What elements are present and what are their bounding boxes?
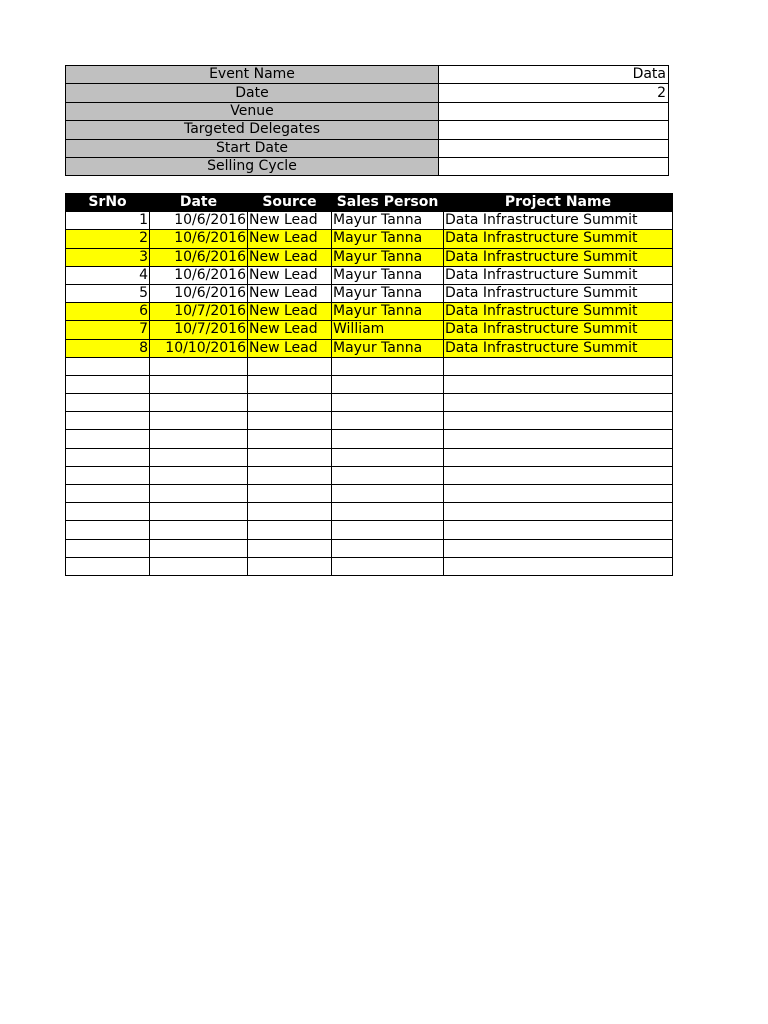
empty-cell[interactable]	[444, 485, 673, 503]
empty-cell[interactable]	[150, 448, 248, 466]
empty-cell[interactable]	[444, 430, 673, 448]
empty-cell[interactable]	[332, 394, 444, 412]
empty-cell[interactable]	[66, 448, 150, 466]
empty-cell[interactable]	[248, 521, 332, 539]
empty-cell[interactable]	[444, 539, 673, 557]
info-label: Targeted Delegates	[66, 121, 439, 139]
column-header-sales-person[interactable]: Sales Person	[332, 194, 444, 212]
cell-date[interactable]: 10/6/2016	[150, 248, 248, 266]
empty-row	[66, 357, 673, 375]
cell-project-name[interactable]: Data Infrastructure Summit	[444, 303, 673, 321]
info-value[interactable]	[439, 139, 669, 157]
info-label: Start Date	[66, 139, 439, 157]
empty-cell[interactable]	[150, 375, 248, 393]
table-row	[66, 212, 673, 230]
empty-cell[interactable]	[332, 375, 444, 393]
table-row	[66, 321, 673, 339]
empty-cell[interactable]	[248, 485, 332, 503]
empty-cell[interactable]	[66, 412, 150, 430]
cell-source[interactable]: New Lead	[248, 321, 332, 339]
info-row	[66, 157, 669, 175]
info-row	[66, 102, 669, 120]
empty-cell[interactable]	[66, 521, 150, 539]
empty-cell[interactable]	[150, 412, 248, 430]
spreadsheet	[65, 65, 667, 356]
empty-cell[interactable]	[150, 485, 248, 503]
table-row	[66, 284, 673, 302]
empty-cell[interactable]	[66, 430, 150, 448]
table-row	[66, 230, 673, 248]
empty-row	[66, 394, 673, 412]
cell-source[interactable]: New Lead	[248, 212, 332, 230]
empty-cell[interactable]	[150, 430, 248, 448]
empty-cell[interactable]	[332, 485, 444, 503]
empty-cell[interactable]	[444, 375, 673, 393]
empty-cell[interactable]	[150, 394, 248, 412]
cell-date[interactable]: 10/6/2016	[150, 284, 248, 302]
cell-srno[interactable]: 6	[66, 303, 150, 321]
cell-srno[interactable]: 2	[66, 230, 150, 248]
info-label: Event Name	[66, 66, 439, 84]
empty-row	[66, 557, 673, 575]
cell-source[interactable]: New Lead	[248, 248, 332, 266]
cell-source[interactable]: New Lead	[248, 266, 332, 284]
cell-project-name[interactable]: Data Infrastructure Summit	[444, 321, 673, 339]
empty-cell[interactable]	[150, 539, 248, 557]
empty-cell[interactable]	[444, 357, 673, 375]
empty-cell[interactable]	[248, 539, 332, 557]
empty-cell[interactable]	[66, 466, 150, 484]
cell-sales-person[interactable]: Mayur Tanna	[332, 339, 444, 357]
empty-cell[interactable]	[248, 430, 332, 448]
empty-cell[interactable]	[444, 448, 673, 466]
cell-project-name[interactable]: Data Infrastructure Summit	[444, 266, 673, 284]
empty-cell[interactable]	[444, 503, 673, 521]
info-label: Date	[66, 84, 439, 102]
empty-cell[interactable]	[248, 375, 332, 393]
empty-row	[66, 430, 673, 448]
cell-srno[interactable]: 4	[66, 266, 150, 284]
cell-project-name[interactable]: Data Infrastructure Summit	[444, 248, 673, 266]
cell-srno[interactable]: 5	[66, 284, 150, 302]
empty-row	[66, 539, 673, 557]
empty-cell[interactable]	[150, 357, 248, 375]
empty-cell[interactable]	[248, 394, 332, 412]
cell-source[interactable]: New Lead	[248, 339, 332, 357]
cell-source[interactable]: New Lead	[248, 230, 332, 248]
cell-sales-person[interactable]: Mayur Tanna	[332, 284, 444, 302]
empty-cell[interactable]	[248, 466, 332, 484]
info-label: Venue	[66, 102, 439, 120]
info-label: Selling Cycle	[66, 157, 439, 175]
empty-row	[66, 412, 673, 430]
empty-cell[interactable]	[444, 521, 673, 539]
info-row	[66, 84, 669, 102]
cell-date[interactable]: 10/10/2016	[150, 339, 248, 357]
cell-sales-person[interactable]: Mayur Tanna	[332, 303, 444, 321]
empty-cell[interactable]	[444, 394, 673, 412]
empty-row	[66, 466, 673, 484]
empty-cell[interactable]	[332, 503, 444, 521]
info-value[interactable]: Data	[439, 66, 669, 84]
empty-cell[interactable]	[66, 503, 150, 521]
empty-cell[interactable]	[332, 521, 444, 539]
empty-cell[interactable]	[444, 557, 673, 575]
cell-sales-person[interactable]: Mayur Tanna	[332, 248, 444, 266]
cell-date[interactable]: 10/6/2016	[150, 266, 248, 284]
empty-row	[66, 503, 673, 521]
empty-cell[interactable]	[332, 466, 444, 484]
empty-cell[interactable]	[332, 557, 444, 575]
cell-srno[interactable]: 8	[66, 339, 150, 357]
empty-cell[interactable]	[150, 557, 248, 575]
empty-cell[interactable]	[150, 521, 248, 539]
info-row	[66, 121, 669, 139]
cell-project-name[interactable]: Data Infrastructure Summit	[444, 212, 673, 230]
empty-cell[interactable]	[66, 539, 150, 557]
event-info-table	[65, 65, 669, 176]
empty-cell[interactable]	[248, 448, 332, 466]
empty-row	[66, 375, 673, 393]
empty-cell[interactable]	[66, 485, 150, 503]
empty-row	[66, 521, 673, 539]
info-value[interactable]	[439, 102, 669, 120]
table-row	[66, 248, 673, 266]
cell-project-name[interactable]: Data Infrastructure Summit	[444, 339, 673, 357]
empty-cell[interactable]	[150, 503, 248, 521]
empty-cell[interactable]	[248, 357, 332, 375]
table-row	[66, 266, 673, 284]
cell-srno[interactable]: 7	[66, 321, 150, 339]
empty-cell[interactable]	[248, 503, 332, 521]
cell-sales-person[interactable]: William	[332, 321, 444, 339]
empty-cell[interactable]	[444, 466, 673, 484]
cell-source[interactable]: New Lead	[248, 284, 332, 302]
empty-cell[interactable]	[66, 394, 150, 412]
header-row	[66, 194, 673, 212]
table-row	[66, 303, 673, 321]
empty-row	[66, 485, 673, 503]
empty-cell[interactable]	[66, 357, 150, 375]
empty-cell[interactable]	[150, 466, 248, 484]
column-header-srno[interactable]: SrNo	[66, 194, 150, 212]
cell-date[interactable]: 10/6/2016	[150, 212, 248, 230]
column-header-source[interactable]: Source	[248, 194, 332, 212]
cell-srno[interactable]: 1	[66, 212, 150, 230]
empty-cell[interactable]	[332, 412, 444, 430]
column-header-project-name[interactable]: Project Name	[444, 194, 673, 212]
empty-cell[interactable]	[332, 448, 444, 466]
column-header-date[interactable]: Date	[150, 194, 248, 212]
empty-cell[interactable]	[248, 557, 332, 575]
empty-cell[interactable]	[332, 357, 444, 375]
empty-row	[66, 448, 673, 466]
empty-cell[interactable]	[332, 430, 444, 448]
cell-date[interactable]: 10/7/2016	[150, 321, 248, 339]
info-value[interactable]	[439, 121, 669, 139]
info-row	[66, 66, 669, 84]
empty-cell[interactable]	[444, 412, 673, 430]
empty-cell[interactable]	[248, 412, 332, 430]
cell-sales-person[interactable]: Mayur Tanna	[332, 230, 444, 248]
empty-cell[interactable]	[332, 539, 444, 557]
empty-cell[interactable]	[66, 375, 150, 393]
cell-sales-person[interactable]: Mayur Tanna	[332, 266, 444, 284]
leads-table	[65, 193, 673, 576]
cell-source[interactable]: New Lead	[248, 303, 332, 321]
cell-project-name[interactable]: Data Infrastructure Summit	[444, 230, 673, 248]
table-row	[66, 339, 673, 357]
info-row	[66, 139, 669, 157]
cell-sales-person[interactable]: Mayur Tanna	[332, 212, 444, 230]
cell-project-name[interactable]: Data Infrastructure Summit	[444, 284, 673, 302]
cell-date[interactable]: 10/6/2016	[150, 230, 248, 248]
cell-srno[interactable]: 3	[66, 248, 150, 266]
info-value[interactable]	[439, 157, 669, 175]
info-value[interactable]: 2	[439, 84, 669, 102]
cell-date[interactable]: 10/7/2016	[150, 303, 248, 321]
empty-cell[interactable]	[66, 557, 150, 575]
